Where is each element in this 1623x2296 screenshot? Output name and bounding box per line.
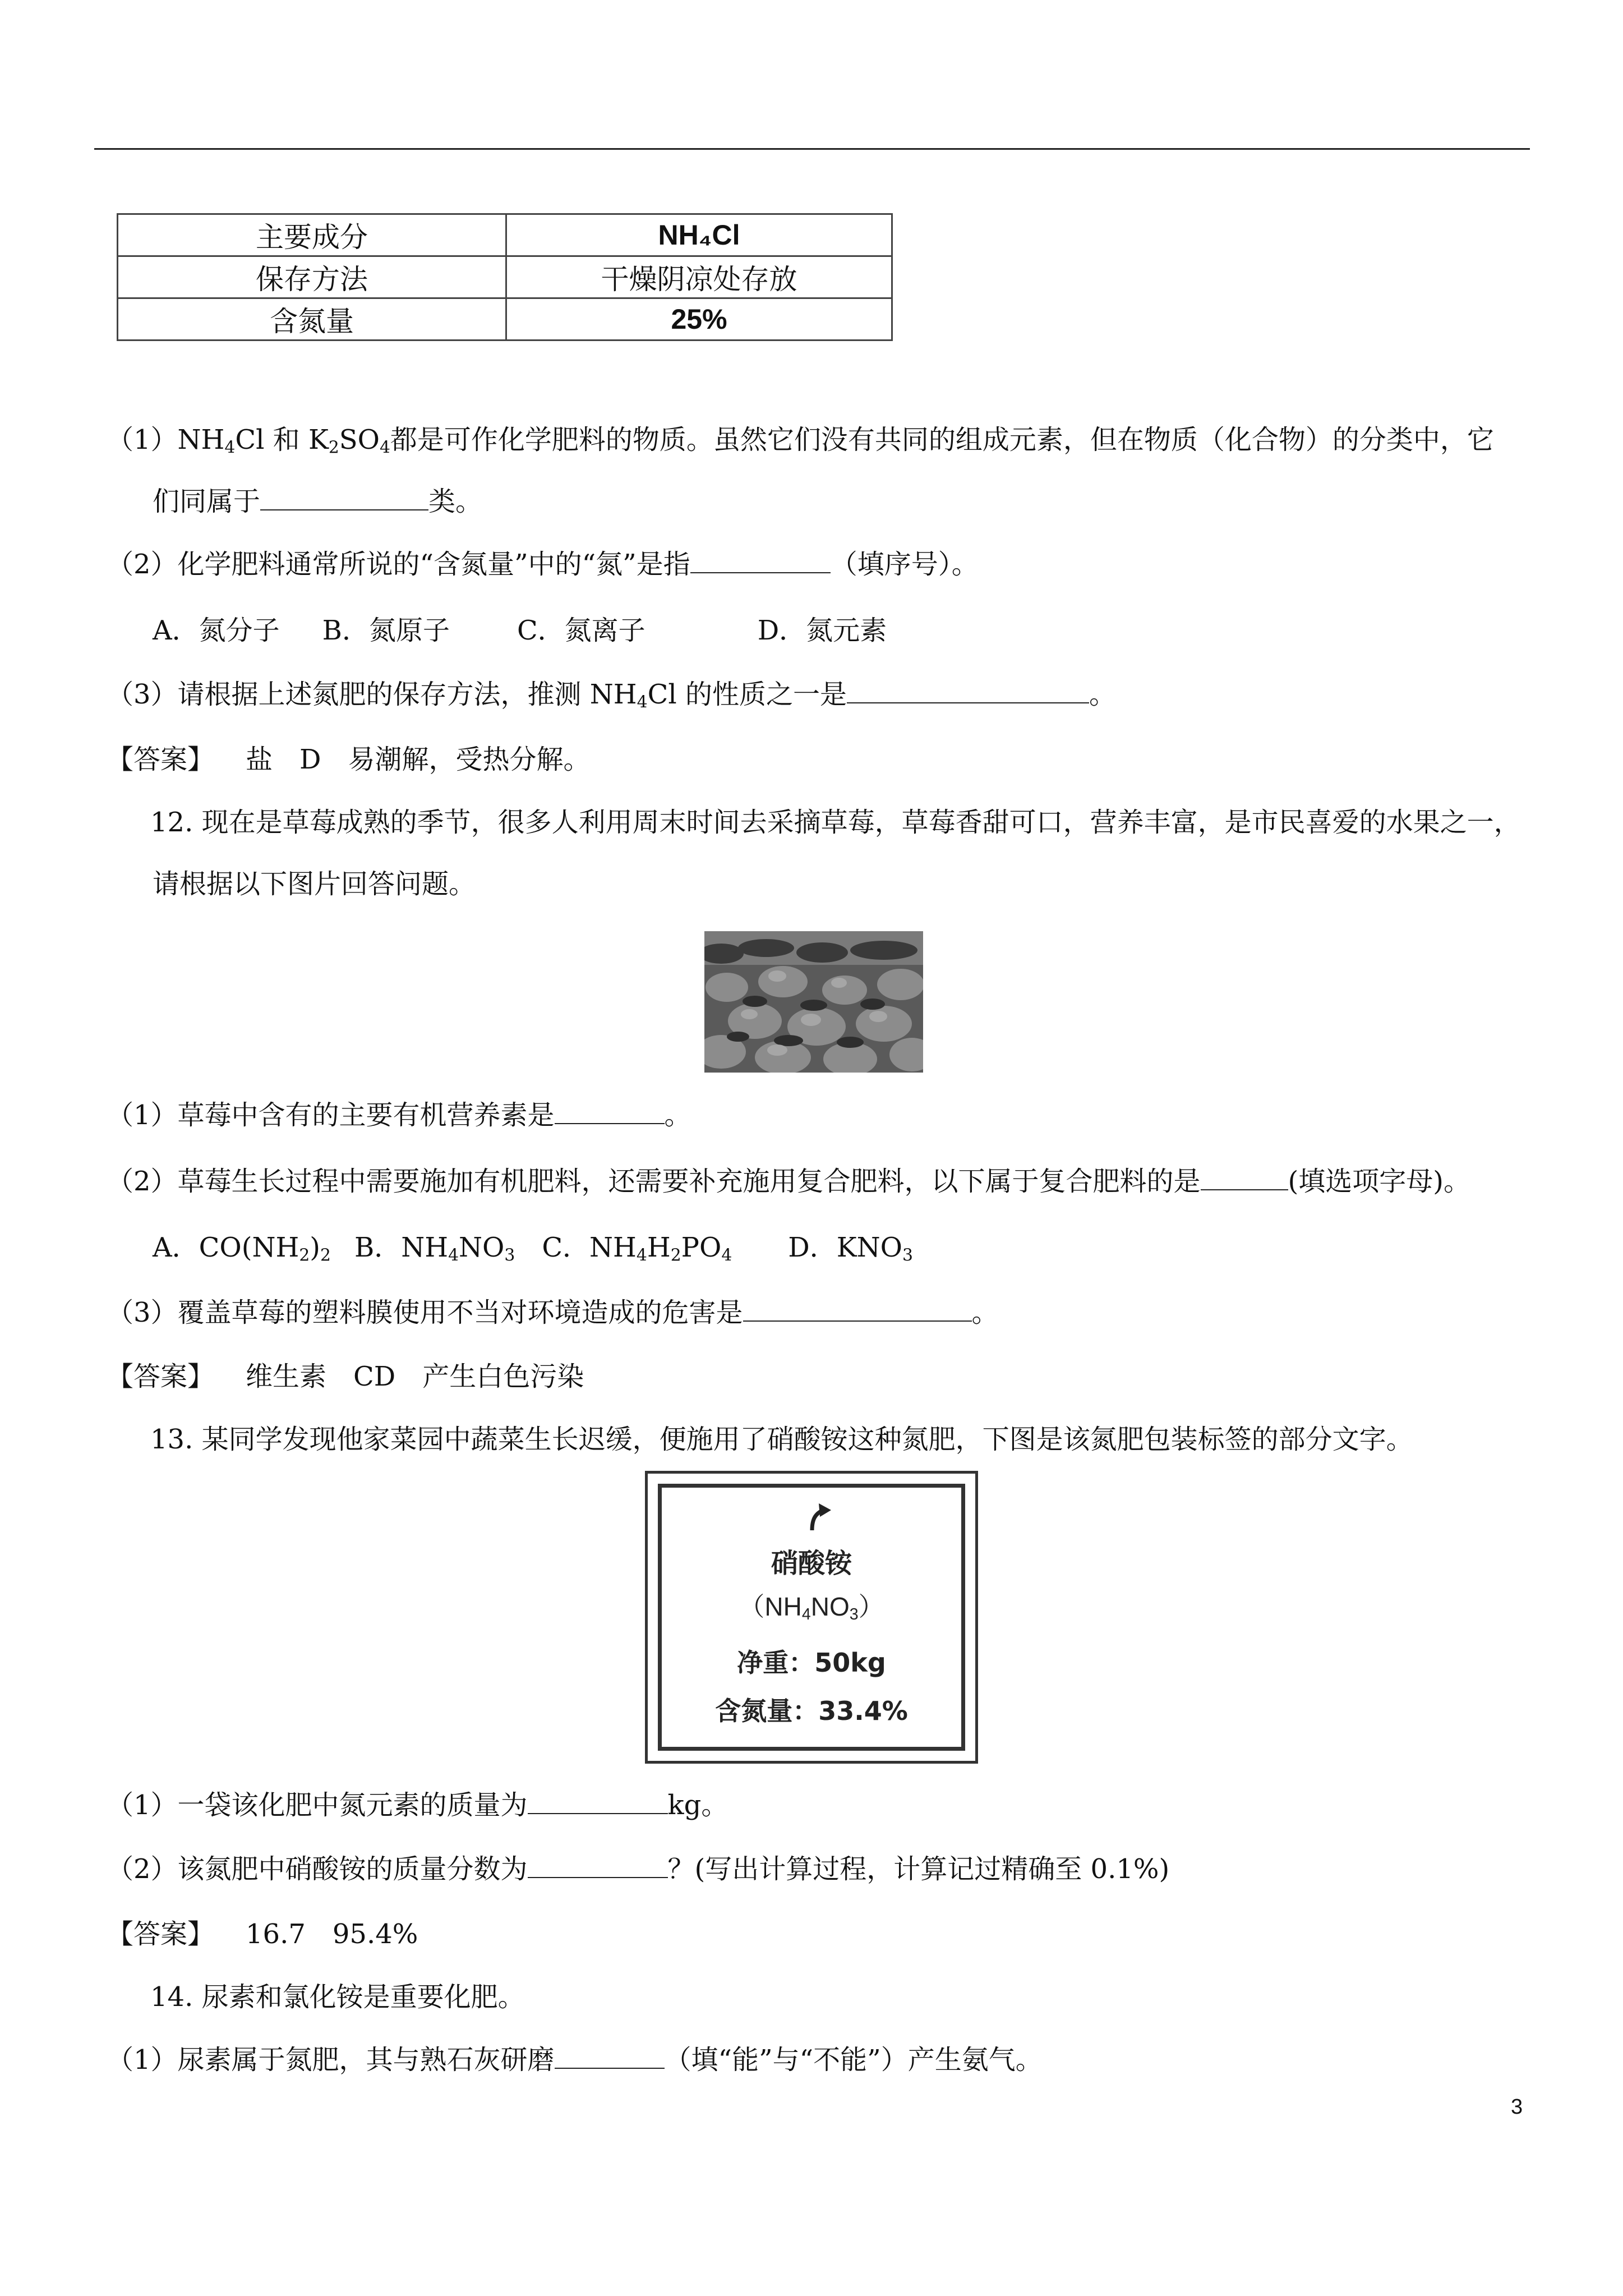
label-formula: $(NH_4NO_3)$ (739, 1592, 884, 1624)
label-net-weight: 净重：50kg (737, 1648, 886, 1678)
q12-options: A．$CO(NH_2)_2$ B．$NH_4NO_3$ C．$NH_4H_2PO_4$ D．$KNO_3$ (153, 1232, 913, 1266)
answer-blank[interactable] (690, 547, 831, 573)
page-number: 3 (1511, 2095, 1523, 2119)
label-nitrogen-content: 含氮量：33.4% (715, 1696, 908, 1726)
q13-part2: （2）该氮肥中硝酸铵的质量分数为 ？(写出计算过程，计算记过精确至 0.1%) (107, 1853, 1170, 1885)
fertilizer-label (645, 1471, 978, 1764)
q12-part3: （3）覆盖草莓的塑料膜使用不当对环境造成的危害是 。 (107, 1297, 999, 1328)
label-product-name: 硝酸铵 (771, 1548, 852, 1579)
fertilizer-info-table (117, 213, 893, 341)
answer-blank[interactable] (260, 485, 428, 510)
q12-answer: 【答案】 维生素 CD 产生白色污染 (107, 1361, 584, 1392)
table-cell-label: 保存方法 (118, 256, 506, 298)
q11-part2: （2）化学肥料通常所说的“含氮量”中的“氮”是指 （填序号）。 (107, 549, 979, 580)
table-row (118, 256, 892, 298)
q11-part1-cont: 们同属于 类。 (153, 486, 483, 517)
arrow-up-icon (795, 1500, 840, 1534)
q11-part3: （3）请根据上述氮肥的保存方法，推测 $NH_4Cl$ 的性质之一是 。 (107, 679, 1116, 712)
q11-part1: $(1)NH_4Cl$ 和 $K_2SO_4$都是可作化学肥料的物质。虽然它们没有共同的组成元素，但在物质（化合物）的分类中，它 (107, 424, 1494, 458)
table-cell-value: 25% (506, 298, 892, 341)
answer-blank[interactable] (743, 1296, 972, 1322)
answer-blank[interactable] (555, 1098, 665, 1124)
table-cell-value: NH₄Cl (506, 214, 892, 256)
header-rule (94, 148, 1530, 150)
table-cell-label: 含氮量 (118, 298, 506, 341)
table-row (118, 298, 892, 341)
q13-part1: （1）一袋该化肥中氮元素的质量为 kg。 (107, 1789, 728, 1821)
table-row (118, 214, 892, 256)
answer-blank[interactable] (528, 1852, 668, 1878)
table-cell-value: 干燥阴凉处存放 (506, 256, 892, 298)
q12-part2: （2）草莓生长过程中需要施加有机肥料，还需要补充施用复合肥料，以下属于复合肥料的是 (填选项字母)。 (107, 1166, 1471, 1197)
q14-part1: （1）尿素属于氮肥，其与熟石灰研磨 （填“能”与“不能”）产生氨气。 (107, 2044, 1043, 2076)
q12-stem-cont: 请根据以下图片回答问题。 (153, 868, 476, 900)
answer-blank[interactable] (1201, 1165, 1288, 1190)
table-cell-label: 主要成分 (118, 214, 506, 256)
q13-answer: 【答案】 16.7 95.4% (107, 1918, 418, 1950)
q11-answer: 【答案】 盐 D 易潮解，受热分解。 (107, 744, 591, 775)
q12-part1: （1）草莓中含有的主要有机营养素是 。 (107, 1099, 691, 1131)
q13-stem: 13. 某同学发现他家菜园中蔬菜生长迟缓，便施用了硝酸铵这种氮肥，下图是该氮肥包装标签的部分文字。 (150, 1424, 1413, 1455)
answer-blank[interactable] (847, 678, 1089, 703)
q11-options: A．氮分子 B．氮原子 C．氮离子 D．氮元素 (153, 615, 887, 646)
q14-stem: 14. 尿素和氯化铵是重要化肥。 (150, 1981, 525, 2013)
answer-blank[interactable] (555, 2043, 665, 2069)
answer-blank[interactable] (528, 1788, 668, 1814)
strawberry-field-photo (704, 931, 923, 1073)
q12-stem: 12. 现在是草莓成熟的季节，很多人利用周末时间去采摘草莓，草莓香甜可口，营养丰富，是市民喜爱的水果之一， (150, 807, 1521, 838)
